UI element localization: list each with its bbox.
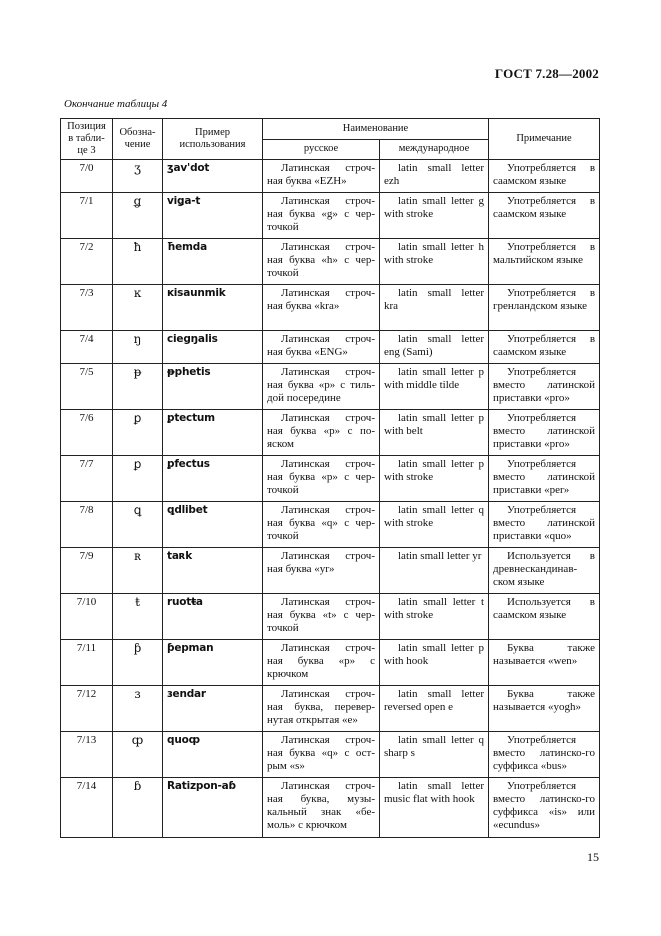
cell-position: 7/5	[61, 364, 113, 410]
table-row	[61, 331, 600, 364]
cell-example: ruotŧa	[163, 594, 263, 640]
cell-position: 7/11	[61, 640, 113, 686]
cell-position: 7/10	[61, 594, 113, 640]
cell-name-russian: Латинская строч-ная буква «yr»	[263, 548, 380, 594]
col-header-international: международное	[380, 139, 489, 160]
table-row	[61, 686, 600, 732]
col-header-name-group: Наименование	[263, 119, 489, 140]
cell-note: Употребляется вместо латинской приставки «per»	[489, 456, 600, 502]
cell-symbol: ƥ	[113, 640, 163, 686]
cell-name-international: latin small letter p with middle tilde	[380, 364, 489, 410]
cell-name-russian: Латинская строч-ная буква «EZH»	[263, 160, 380, 193]
cell-name-russian: Латинская строч-ная буква «q» с чер-точкой	[263, 502, 380, 548]
cell-symbol: ŧ	[113, 594, 163, 640]
table-caption: Окончание таблицы 4	[64, 98, 168, 110]
cell-example: ƥepman	[163, 640, 263, 686]
cell-position: 7/1	[61, 193, 113, 239]
table-row	[61, 732, 600, 778]
col-header-note: Примечание	[489, 119, 600, 160]
cell-symbol: ʀ	[113, 548, 163, 594]
cell-symbol: ᵽ	[113, 364, 163, 410]
cell-name-russian: Латинская строч-ная буква «q» с ост-рым «s»	[263, 732, 380, 778]
cell-example: ĸisaunmik	[163, 285, 263, 331]
col-header-position: Позиция в табли-це 3	[61, 119, 113, 160]
cell-name-international: latin small letter kra	[380, 285, 489, 331]
cell-symbol: ǥ	[113, 193, 163, 239]
cell-name-international: latin small letter p with hook	[380, 640, 489, 686]
cell-note: Употребляется в саамском языке	[489, 331, 600, 364]
cell-position: 7/2	[61, 239, 113, 285]
cell-name-russian: Латинская строч-ная буква «p» с чер-точкой	[263, 456, 380, 502]
cell-note: Употребляется вместо латинской приставки «pro»	[489, 364, 600, 410]
cell-name-russian: Латинская строч-ная буква, музы-кальный знак «бе-моль» с крючком	[263, 778, 380, 838]
cell-symbol: ħ	[113, 239, 163, 285]
cell-position: 7/8	[61, 502, 113, 548]
cell-example: taʀk	[163, 548, 263, 594]
table-row	[61, 285, 600, 331]
cell-example: ꝑtectum	[163, 410, 263, 456]
cell-note: Употребляется вместо латинской приставки «pro»	[489, 410, 600, 456]
table-row	[61, 160, 600, 193]
cell-name-russian: Латинская строч-ная буква «t» с чер-точкой	[263, 594, 380, 640]
cell-note: Употребляется вместо латинско-го суффикса «is» или «ecundus»	[489, 778, 600, 838]
cell-example: viǥa-t	[163, 193, 263, 239]
cell-symbol: ȹ	[113, 732, 163, 778]
cell-symbol: ꝑ	[113, 456, 163, 502]
cell-name-russian: Латинская строч-ная буква, перевер-нутая открытая «e»	[263, 686, 380, 732]
cell-name-international: latin small letter p with belt	[380, 410, 489, 456]
cell-note: Употребляется в саамском языке	[489, 160, 600, 193]
cell-position: 7/12	[61, 686, 113, 732]
cell-note: Употребляется в мальтийском языке	[489, 239, 600, 285]
table-row	[61, 410, 600, 456]
cell-note: Употребляется вместо латинско-го суффикса «bus»	[489, 732, 600, 778]
table-row	[61, 193, 600, 239]
cell-example: ħemda	[163, 239, 263, 285]
cell-note: Буква также называется «wen»	[489, 640, 600, 686]
table-row	[61, 548, 600, 594]
cell-name-russian: Латинская строч-ная буква «h» с чер-точкой	[263, 239, 380, 285]
cell-name-international: latin small letter t with stroke	[380, 594, 489, 640]
table-row	[61, 502, 600, 548]
cell-name-international: latin small letter ezh	[380, 160, 489, 193]
cell-note: Используется в древнескандинав-ском языке	[489, 548, 600, 594]
cell-name-international: latin small letter yr	[380, 548, 489, 594]
cell-symbol: ʒ	[113, 160, 163, 193]
cell-note: Употребляется вместо латинской приставки «quo»	[489, 502, 600, 548]
cell-name-russian: Латинская строч-ная буква «p» с по-яском	[263, 410, 380, 456]
cell-example: quoȹ	[163, 732, 263, 778]
cell-name-russian: Латинская строч-ная буква «g» с чер-точкой	[263, 193, 380, 239]
table-row	[61, 364, 600, 410]
cell-example: ꝗdlibet	[163, 502, 263, 548]
cell-symbol: ŋ	[113, 331, 163, 364]
cell-symbol: ɓ	[113, 778, 163, 838]
cell-name-international: latin small letter music flat with hook	[380, 778, 489, 838]
table-row	[61, 640, 600, 686]
cell-symbol: ꝗ	[113, 502, 163, 548]
cell-position: 7/7	[61, 456, 113, 502]
cell-position: 7/13	[61, 732, 113, 778]
cell-example: ꝑfectus	[163, 456, 263, 502]
cell-symbol: ɜ	[113, 686, 163, 732]
cell-position: 7/0	[61, 160, 113, 193]
table-row	[61, 456, 600, 502]
cell-example: ʒav'dot	[163, 160, 263, 193]
table-row	[61, 239, 600, 285]
cell-note: Употребляется в гренландском языке	[489, 285, 600, 331]
cell-symbol: ĸ	[113, 285, 163, 331]
cell-position: 7/14	[61, 778, 113, 838]
table-row	[61, 778, 600, 838]
cell-symbol: ꝑ	[113, 410, 163, 456]
cell-name-russian: Латинская строч-ная буква «p» с тиль-дой посередине	[263, 364, 380, 410]
cell-note: Буква также называется «yogh»	[489, 686, 600, 732]
cell-name-international: latin small letter q sharp s	[380, 732, 489, 778]
character-table	[60, 118, 600, 838]
cell-note: Используется в саамском языке	[489, 594, 600, 640]
cell-position: 7/6	[61, 410, 113, 456]
cell-name-international: latin small letter p with stroke	[380, 456, 489, 502]
cell-name-international: latin small letter g with stroke	[380, 193, 489, 239]
col-header-russian: русское	[263, 139, 380, 160]
cell-name-international: latin small letter reversed open e	[380, 686, 489, 732]
cell-example: ᵽphetis	[163, 364, 263, 410]
table-row	[61, 594, 600, 640]
cell-position: 7/9	[61, 548, 113, 594]
col-header-symbol: Обозна-чение	[113, 119, 163, 160]
cell-name-russian: Латинская строч-ная буква «ENG»	[263, 331, 380, 364]
cell-name-international: latin small letter h with stroke	[380, 239, 489, 285]
cell-example: Ratizpon-aɓ	[163, 778, 263, 838]
cell-example: ciegŋalis	[163, 331, 263, 364]
cell-name-international: latin small letter q with stroke	[380, 502, 489, 548]
col-header-example: Пример использования	[163, 119, 263, 160]
cell-position: 7/3	[61, 285, 113, 331]
cell-name-russian: Латинская строч-ная буква «kra»	[263, 285, 380, 331]
cell-name-international: latin small letter eng (Sami)	[380, 331, 489, 364]
cell-name-russian: Латинская строч-ная буква «p» с крючком	[263, 640, 380, 686]
cell-note: Употребляется в саамском языке	[489, 193, 600, 239]
page-number: 15	[587, 850, 599, 864]
cell-example: ɜendar	[163, 686, 263, 732]
cell-position: 7/4	[61, 331, 113, 364]
page-header: ГОСТ 7.28—2002	[494, 66, 599, 81]
